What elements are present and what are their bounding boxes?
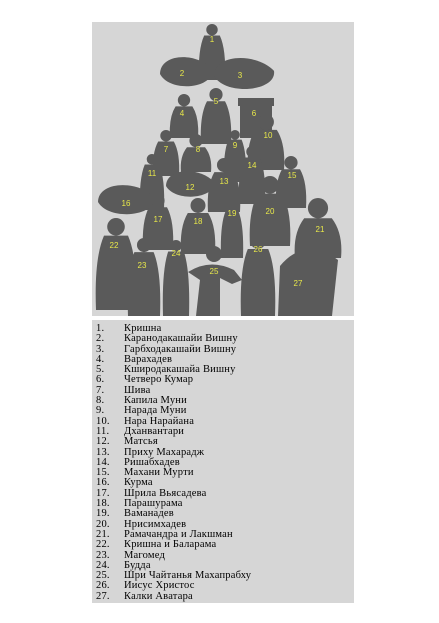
legend-item-label: Капила Муни	[124, 395, 187, 407]
figure-number-marker: 23	[137, 261, 147, 271]
figure-number-marker: 2	[179, 69, 185, 79]
legend-item-label: Шива	[124, 384, 151, 396]
figure-number-marker: 26	[253, 245, 263, 255]
legend-item-number: 24.	[96, 559, 110, 571]
legend-item-label: Приху Махарадж	[124, 446, 205, 458]
legend-item-label: Дханвантари	[124, 425, 185, 437]
figure-number-marker: 11	[147, 169, 157, 179]
legend-item-label: Нрисимхадев	[124, 518, 187, 530]
legend-item-number: 5.	[96, 364, 105, 376]
legend-item-number: 6.	[96, 374, 105, 386]
legend-item-label: Будда	[124, 559, 151, 571]
legend-item-number: 23.	[96, 549, 110, 561]
silhouette-shapes	[96, 24, 342, 316]
figure-number-marker: 19	[227, 209, 237, 219]
legend-item-label: Ришабхадев	[124, 456, 180, 468]
legend-item	[96, 592, 354, 602]
figure-number-marker: 10	[263, 131, 273, 141]
legend-item-number: 20.	[96, 518, 110, 530]
avatar-silhouette-diagram	[92, 22, 354, 316]
figure-number-marker: 18	[193, 217, 203, 227]
legend-item-number: 21.	[96, 528, 110, 540]
legend-item-number: 12.	[96, 436, 110, 448]
figure-number-marker: 27	[293, 279, 303, 289]
figure-number-marker: 1	[209, 35, 215, 45]
legend-item-number: 17.	[96, 487, 110, 499]
legend-item-number: 18.	[96, 498, 110, 510]
figure-number-marker: 7	[163, 145, 169, 155]
legend-item-number: 8.	[96, 395, 105, 407]
legend-item-number: 15.	[96, 467, 110, 479]
figure-number-marker: 22	[109, 241, 119, 251]
legend-item-number: 10.	[96, 415, 110, 427]
legend-item-number: 11.	[96, 425, 110, 437]
legend-item-number: 27.	[96, 590, 110, 602]
legend-item-label: Кришна	[124, 323, 162, 334]
figure-kalki-avatara	[278, 249, 338, 316]
legend-item-number: 7.	[96, 384, 105, 396]
legend-item-number: 26.	[96, 580, 110, 592]
legend-item-label: Парашурама	[124, 498, 183, 510]
figure-number-marker: 24	[171, 249, 181, 259]
figure-number-marker: 6	[251, 109, 257, 119]
legend-item-label: Рамачандра и Лакшман	[124, 528, 233, 540]
avatar-legend	[92, 320, 354, 603]
legend-item-label: Шрила Вьясадева	[124, 487, 207, 499]
legend-item-number: 1.	[96, 323, 105, 334]
legend-item-number: 3.	[96, 343, 105, 355]
legend-item-label: Кришна и Баларама	[124, 539, 217, 551]
legend-item-number: 16.	[96, 477, 110, 489]
legend-item-number: 22.	[96, 539, 110, 551]
legend-item-number: 9.	[96, 405, 105, 417]
legend-item-label: Махани Мурти	[124, 467, 194, 479]
legend-item-label: Нара Нарайана	[124, 415, 195, 427]
legend-item-label: Кширодакашайа Вишну	[124, 364, 236, 376]
legend-item-label: Нарада Муни	[124, 405, 187, 417]
legend-item-label: Магомед	[124, 549, 166, 561]
figure-number-marker: 14	[247, 161, 257, 171]
figure-number-marker: 21	[315, 225, 325, 235]
legend-item-label: Варахадев	[124, 353, 173, 365]
figure-number-marker: 12	[185, 183, 195, 193]
legend-item-number: 19.	[96, 508, 110, 520]
legend-item-number: 14.	[96, 456, 110, 468]
figure-number-marker: 5	[213, 97, 219, 107]
legend-item-number: 2.	[96, 333, 105, 345]
legend-item-label: Каранодакашайи Вишну	[124, 333, 238, 345]
legend-item-label: Ваманадев	[124, 508, 174, 520]
legend-item-number: 25.	[96, 570, 110, 582]
figure-number-marker: 13	[219, 177, 229, 187]
figure-number-marker: 20	[265, 207, 275, 217]
legend-item-label: Иисус Христос	[124, 580, 195, 592]
figure-number-marker: 17	[153, 215, 163, 225]
legend-item	[96, 540, 354, 550]
legend-item-label: Курма	[124, 477, 153, 489]
figure-number-marker: 25	[209, 267, 219, 277]
legend-item-label: Шри Чайтанья Махапрабху	[124, 570, 252, 582]
figure-number-marker: 3	[237, 71, 243, 81]
figure-garbhodakashayi-vishnu	[214, 58, 274, 89]
figure-number-marker: 9	[232, 141, 238, 151]
legend-item-label: Четверо Кумар	[124, 374, 194, 386]
legend-item-label: Матсья	[124, 436, 158, 448]
legend-item-label: Гарбходакашайи Вишну	[124, 343, 237, 355]
figure-number-marker: 8	[195, 145, 201, 155]
legend-item-label: Калки Аватара	[124, 590, 193, 602]
legend-item-number: 13.	[96, 446, 110, 458]
figure-number-marker: 16	[121, 199, 131, 209]
figure-number-marker: 15	[287, 171, 297, 181]
legend-item-number: 4.	[96, 353, 105, 365]
figure-number-marker: 4	[179, 109, 185, 119]
silhouette-canvas	[92, 22, 354, 316]
